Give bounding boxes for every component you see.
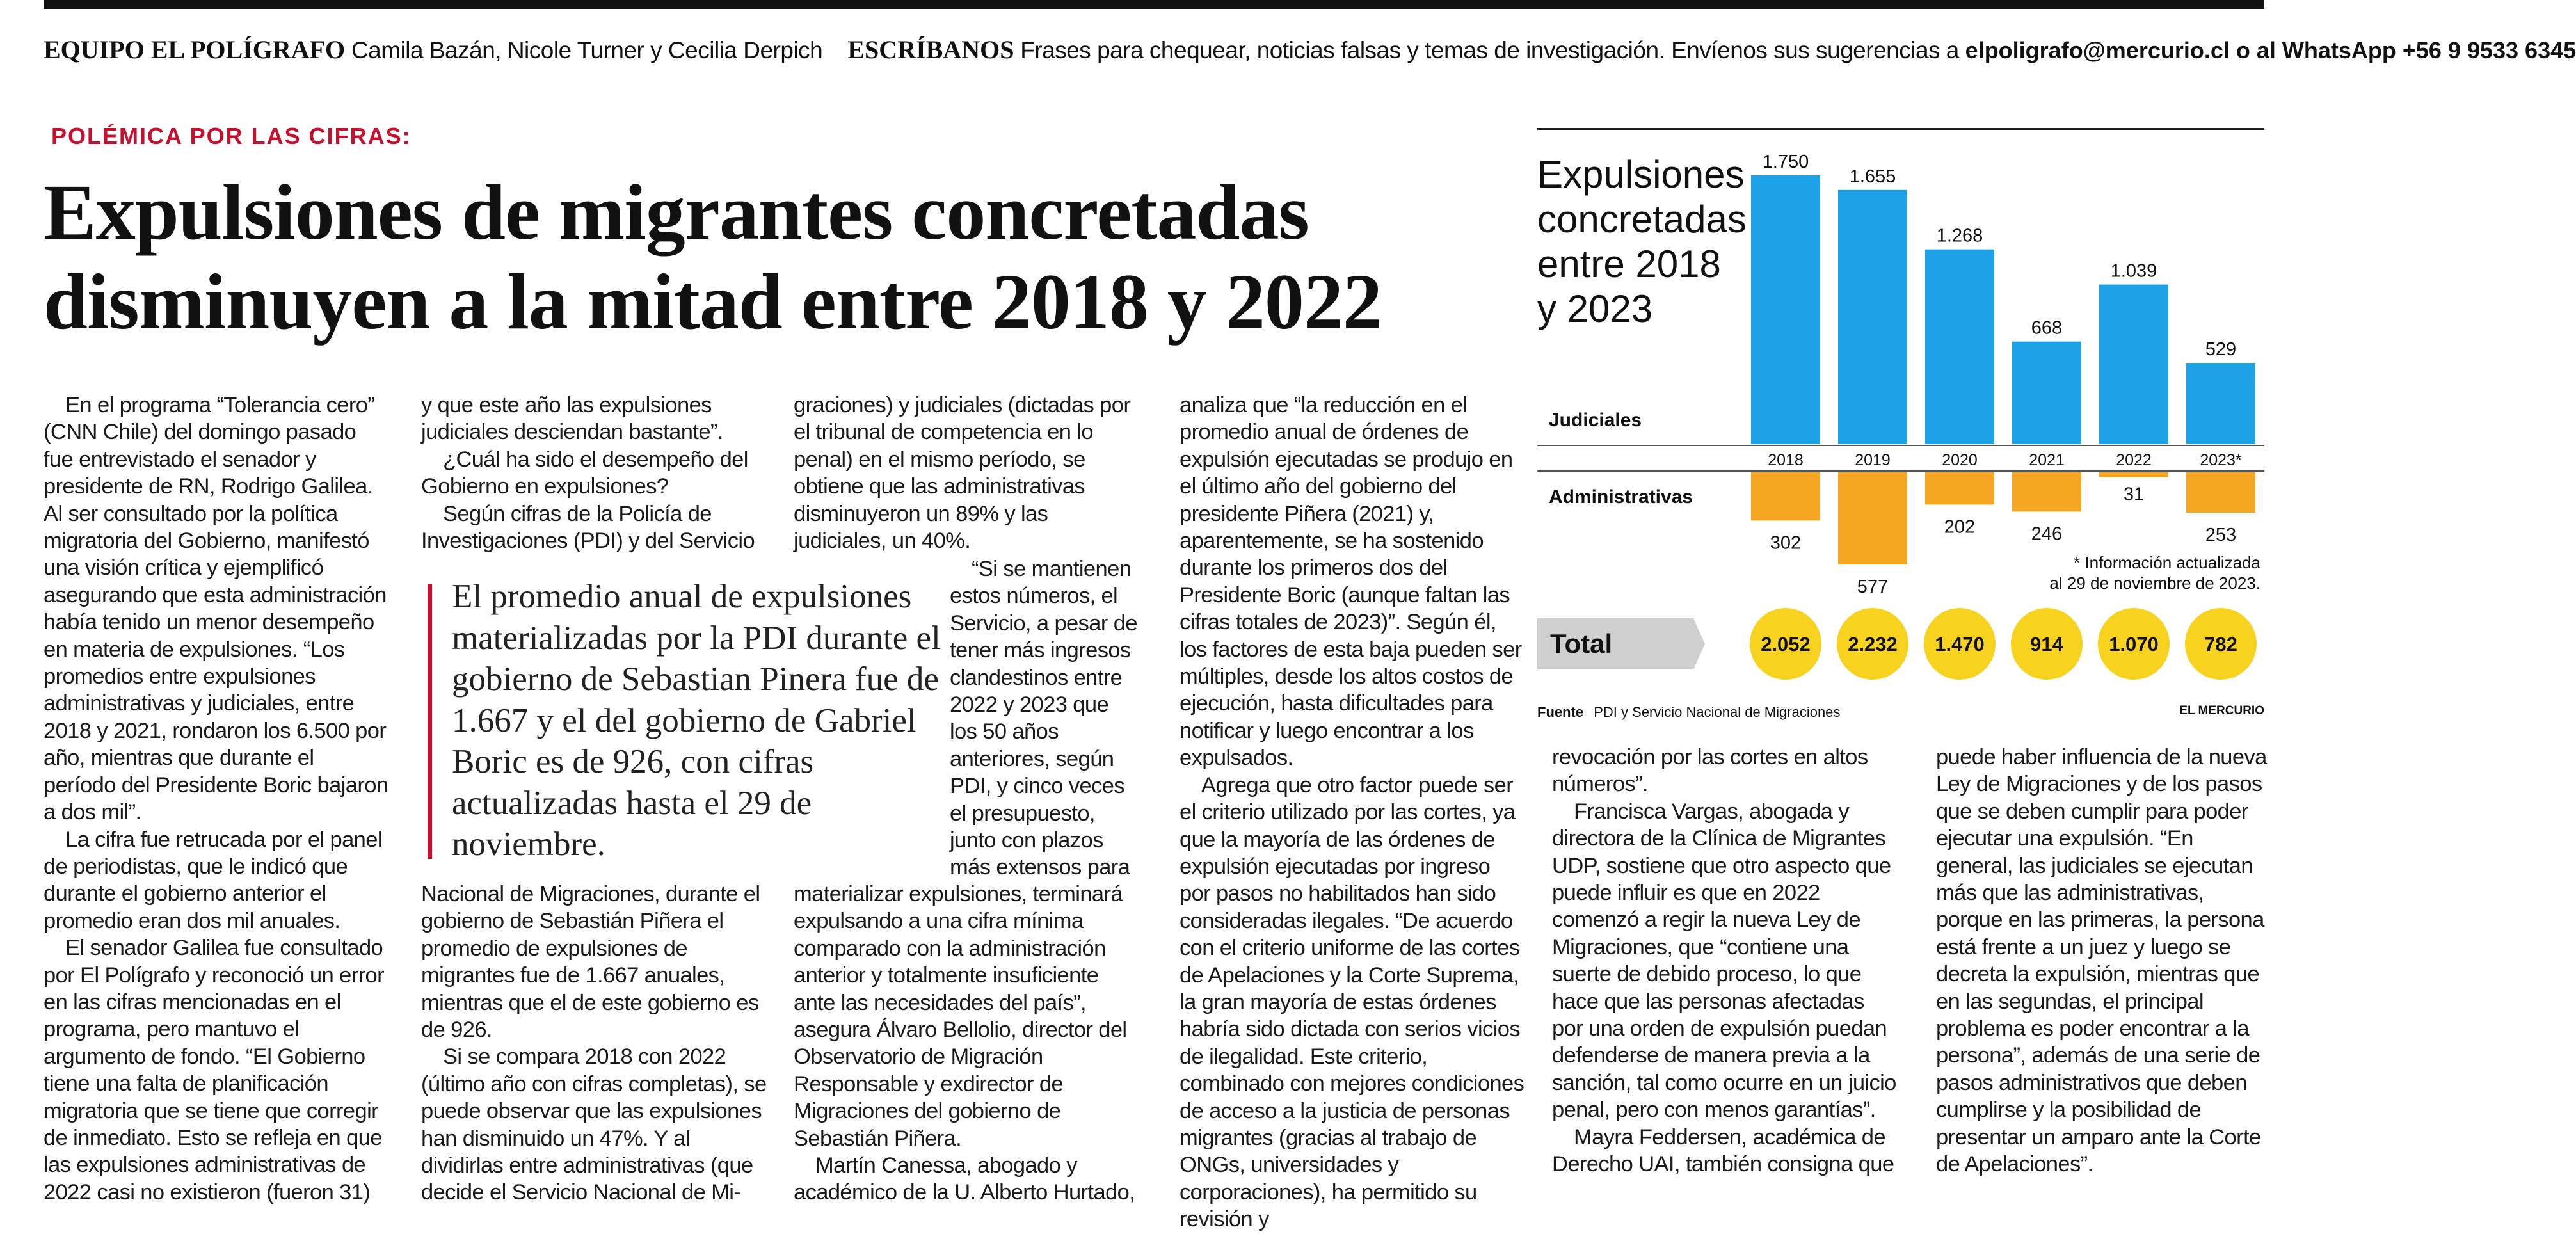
column-3-bottom [794, 881, 1139, 1206]
contact-email: elpoligrafo@mercurio.cl o al WhatsApp +56 9 9533 6345 [1965, 37, 2576, 63]
total-label: Total [1550, 628, 1613, 659]
paragraph: ¿Cuál ha sido el desempeño del Gobierno en expulsiones? [421, 447, 748, 499]
expulsions-infographic [1537, 128, 2264, 730]
data-label-administrativas: 246 [2031, 524, 2063, 545]
category-label: 2018 [1768, 451, 1804, 469]
chart-title: Expulsiones concretadas entre 2018 y 2023 [1537, 153, 1747, 330]
column-1 [44, 392, 389, 1206]
bar-judiciales [1838, 190, 1907, 444]
write-text: Frases para chequear, noticias falsas y temas de investigación. Envíenos sus sugerencias a [1020, 37, 1959, 63]
source-text: PDI y Servicio Nacional de Migraciones [1594, 704, 1841, 720]
column-6 [1936, 744, 2269, 1178]
bar-administrativas [2012, 472, 2081, 511]
data-label-judiciales: 1.750 [1762, 152, 1809, 172]
top-rule [44, 0, 2264, 9]
headline: Expulsiones de migrantes concretadas disminuyen a la mitad entre 2018 y 2022 [44, 168, 1382, 346]
paragraph: Agrega que otro factor puede ser el criterio utilizado por las cortes, ya que la mayoría de las órdenes de expulsión ejecutadas por ingreso por pasos no habilitados han sido consideradas ilegales. “De acuerdo con el criterio uniforme de las cortes de Apelaciones y la Corte Suprema, la gran mayoría de estas órdenes habría sido dictada con serios vicios de ilegalidad. Este criterio, combinado con mejores condiciones de acceso a la justicia de personas migrantes (gracias al trabajo de ONGs, universidades y corporaciones), ha permitido su revisión y [1180, 773, 1524, 1232]
bar-administrativas [1751, 472, 1820, 520]
column-5 [1552, 744, 1898, 1178]
data-label-judiciales: 668 [2031, 317, 2063, 339]
team-names: Camila Bazán, Nicole Turner y Cecilia Derpich [351, 37, 823, 63]
total-value: 914 [2030, 633, 2063, 655]
paragraph: Si se compara 2018 con 2022 (último año con cifras completas), se puede observar que las expulsiones han disminuido un 47%. Y al dividirlas entre administrativas (que decide el Servicio Nacional de Mi- [421, 1045, 767, 1205]
total-value: 2.232 [1848, 633, 1898, 655]
paragraph: analiza que “la reducción en el promedio anual de órdenes de expulsión ejecutadas se produjo en el último año del gobierno del presidente Piñera (2021) y, aparentemente, se ha sostenido durante los primeros dos del Presidente Boric (aunque faltan las cifras totales de 2023)”. Según él, los factores de esta baja pueden ser múltiples, desde los altos costos de ejecución, hasta dificultades para notificar y luego encontrar a los expulsados. [1180, 393, 1522, 771]
category-label: 2022 [2116, 451, 2152, 469]
chart-note-line2: al 29 de noviembre de 2023. [2049, 573, 2260, 593]
source-label: Fuente [1537, 704, 1584, 720]
column-3-top [794, 392, 1139, 554]
bar-administrativas [2099, 472, 2168, 477]
category-label: 2021 [2029, 451, 2065, 469]
series-label-judiciales: Judiciales [1549, 410, 1642, 431]
paragraph: revocación por las cortes en altos números”. [1552, 745, 1868, 797]
paragraph: En el programa “Tolerancia cero” (CNN Chile) del domingo pasado fue entrevistado el senador y presidente de RN, Rodrigo Galilea. Al ser consultado por la política migratoria del Gobierno, manifestó una visión crítica y ejemplificó asegurando que esta administración había tenido un menor desempeño en materia de expulsiones. “Los promedios entre expulsiones administrativas y judiciales, entre 2018 y 2021, rondaron los 6.500 por año, mientras que durante el período del Presidente Boric bajaron a dos mil”. [44, 393, 388, 825]
total-value: 782 [2204, 633, 2237, 655]
data-label-administrativas: 31 [2123, 484, 2145, 505]
pull-quote: El promedio anual de expulsiones materializadas por la PDI durante el gobierno de Sebastian Pinera fue de 1.667 y el del gobierno de Gabriel Boric es de 926, con cifras actualizadas hasta el 29 de noviembre. [428, 576, 951, 865]
column-2-top [421, 392, 767, 554]
paragraph: La cifra fue retrucada por el panel de periodistas, que le indicó que durante el gobierno anterior el promedio eran dos mil anuales. [44, 827, 382, 933]
data-label-judiciales: 1.655 [1849, 166, 1896, 187]
bar-judiciales [1751, 175, 1820, 444]
paragraph: graciones) y judiciales (dictadas por el tribunal de competencia en lo penal) en el mismo período, se obtiene que las administrativas disminuyeron un 89% y las judiciales, un 40%. [794, 393, 1131, 554]
total-value: 1.470 [1935, 633, 1985, 655]
publisher-label: EL MERCURIO [2179, 704, 2264, 717]
bar-judiciales [1925, 250, 1994, 444]
data-label-judiciales: 1.268 [1936, 225, 1983, 246]
data-label-judiciales: 1.039 [2110, 260, 2157, 282]
data-label-administrativas: 302 [1770, 532, 1802, 554]
credits-bar [44, 31, 2576, 70]
bar-administrativas [1925, 472, 1994, 504]
paragraph: Nacional de Migraciones, durante el gobierno de Sebastián Piñera el promedio de expulsiones de migrantes fue de 1.667 anuales, mientras que el de este gobierno es de 926. [421, 882, 760, 1043]
paragraph: y que este año las expulsiones judiciales desciendan bastante”. [421, 393, 723, 445]
kicker: POLÉMICA POR LAS CIFRAS: [51, 123, 412, 149]
bar-judiciales [2012, 342, 2081, 444]
category-label: 2020 [1942, 451, 1978, 469]
paragraph: materializar expulsiones, terminará expulsando a una cifra mínima comparado con la administración anterior y totalmente insuficiente ante las necesidades del país”, asegura Álvaro Bellolio, director del Observatorio de Migración Responsable y exdirector de Migraciones del gobierno de Sebastián Piñera. [794, 882, 1127, 1151]
bar-judiciales [2099, 285, 2168, 444]
bar-administrativas [2186, 472, 2255, 513]
team-label: EQUIPO EL POLÍGRAFO [44, 35, 346, 64]
paragraph: El senador Galilea fue consultado por El Polígrafo y reconoció un error en las cifras mencionadas en el programa, pero mantuvo el argumento de fondo. “El Gobierno tiene una falta de planificación migratoria que se tiene que corregir de inmediato. Esto se refleja en que las expulsiones administrativas de 2022 casi no existieron (fueron 31) [44, 936, 384, 1205]
chart-note: * Información actualizada [2074, 553, 2260, 572]
column-3-quote [950, 556, 1139, 881]
data-label-administrativas: 577 [1857, 577, 1889, 597]
category-label: 2019 [1855, 451, 1891, 469]
paragraph: puede haber influencia de la nueva Ley de Migraciones y de los pasos que se deben cumplir para poder ejecutar una expulsión. “En general, las judiciales se ejecutan más que las administrativas, porque en las primeras, la persona está frente a un juez y luego se decreta la expulsión, mientras que en las segundas, el principal problema es poder encontrar a la persona”, además de una serie de pasos administrativos que deben cumplirse y la posibilidad de presentar un amparo ante la Corte de Apelaciones”. [1936, 745, 2267, 1177]
total-value: 1.070 [2109, 633, 2159, 655]
paragraph: Mayra Feddersen, académica de Derecho UAI, también consigna que [1552, 1125, 1894, 1177]
chart-source [1537, 704, 2264, 721]
write-label: ESCRÍBANOS [847, 35, 1014, 64]
paragraph: Francisca Vargas, abogada y directora de la Clínica de Migrantes UDP, sostiene que otro aspecto que puede influir es que en 2022 comenzó a regir la nueva Ley de Migraciones, que “contiene una suerte de debido proceso, lo que hace que las personas afectadas por una orden de expulsión puedan defenderse de manera previa a la sanción, tal como ocurre en un juicio penal, pero con menos garantías”. [1552, 799, 1896, 1123]
category-label: 2023* [2200, 451, 2242, 469]
series-label-administrativas: Administrativas [1549, 486, 1693, 508]
paragraph: Martín Canessa, abogado y académico de la U. Alberto Hurtado, [794, 1153, 1135, 1205]
bar-judiciales [2186, 363, 2255, 444]
data-label-administrativas: 202 [1944, 516, 1976, 538]
column-2-bottom [421, 881, 767, 1206]
data-label-judiciales: 529 [2205, 339, 2237, 360]
total-value: 2.052 [1761, 633, 1811, 655]
paragraph: “Si se mantienen estos números, el Servicio, a pesar de tener más ingresos clandestinos entre 2022 y 2023 que los 50 años anteriores, según PDI, y cinco veces el presupuesto, junto con plazos más extensos para [950, 557, 1137, 880]
column-4 [1180, 392, 1525, 1233]
paragraph: Según cifras de la Policía de Investigaciones (PDI) y del Servicio [421, 501, 755, 554]
data-label-administrativas: 253 [2205, 525, 2237, 546]
bar-administrativas [1838, 472, 1907, 564]
